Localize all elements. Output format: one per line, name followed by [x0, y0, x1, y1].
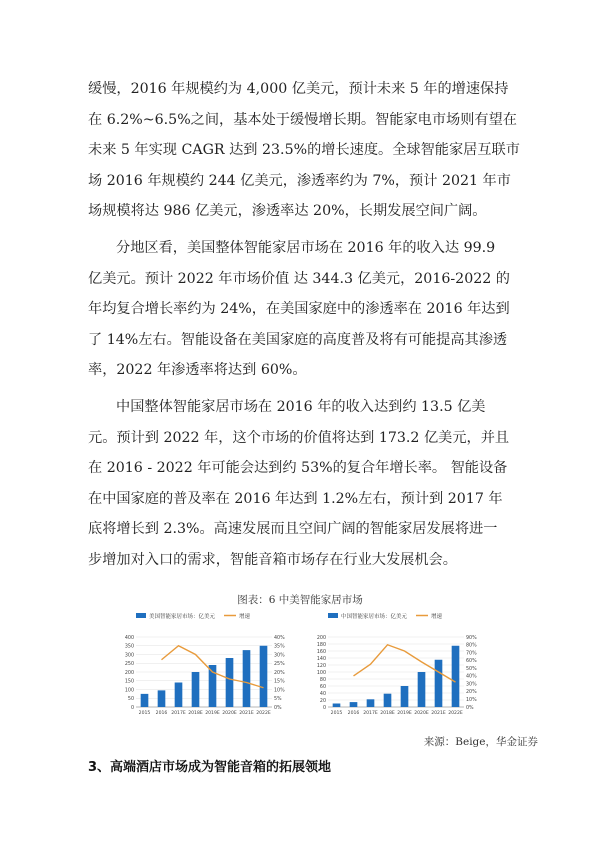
y-left-tick-label: 120	[316, 663, 326, 669]
text-line: 在中国家庭的普及率在 2016 年达到 1.2%左右，预计到 2017 年	[88, 490, 503, 507]
chart-china-svg	[306, 607, 486, 722]
bar	[418, 672, 426, 707]
text-line: 中国整体智能家居市场在 2016 年的收入达到约 13.5 亿美	[116, 399, 486, 415]
y-right-tick-label: 80%	[466, 643, 477, 649]
bar	[367, 699, 375, 707]
legend-bar-label: 中国智能家居市场：亿美元	[341, 614, 408, 620]
text-line: 场规模将达 986 亿美元，渗透率达 20%，长期发展空间广阔。	[88, 203, 487, 220]
y-right-tick-label: 50%	[466, 666, 477, 672]
y-left-tick-label: 180	[316, 642, 326, 648]
y-left-tick-label: 80	[319, 677, 326, 683]
text-line: 底将增长到 2.3%。高速发展而且空间广阔的智能家居发展将进一	[88, 521, 498, 538]
y-right-tick-label: 0%	[466, 705, 474, 711]
bar	[175, 683, 183, 708]
text-line: 元。预计到 2022 年，这个市场的价值将达到 173.2 亿美元，并且	[88, 429, 510, 446]
y-left-tick-label: 150	[124, 679, 134, 685]
y-left-tick-label: 160	[316, 649, 326, 655]
y-right-tick-label: 0%	[274, 705, 282, 711]
x-tick-label: 2021E	[431, 711, 446, 716]
y-left-tick-label: 100	[124, 688, 134, 694]
bar	[243, 650, 251, 707]
x-tick-label: 2018E	[380, 711, 395, 716]
bar	[260, 646, 268, 707]
legend-bar-swatch	[136, 613, 146, 618]
y-right-tick-label: 25%	[274, 662, 285, 668]
y-left-tick-label: 20	[319, 698, 326, 704]
bar	[192, 672, 200, 707]
figure-source: 来源：Beige，华金证券	[423, 736, 538, 748]
bar	[452, 646, 460, 707]
text-line: 步增加对入口的需求，智能音箱市场存在行业大发展机会。	[88, 551, 457, 568]
legend-bar-swatch	[328, 613, 338, 618]
text-line: 率，2022 年渗透率将达到 60%。	[88, 362, 307, 379]
y-right-tick-label: 15%	[274, 679, 285, 685]
text-line: 在 2016 - 2022 年可能会达到约 53%的复合年增长率。 智能设备	[88, 460, 508, 477]
text-line: 年均复合增长率约为 24%，在美国家庭中的渗透率在 2016 年达到	[88, 301, 510, 318]
y-right-tick-label: 40%	[274, 635, 285, 641]
x-tick-label: 2021E	[239, 711, 254, 716]
legend-line-label: 增速	[431, 614, 443, 620]
chart-us-smart-home	[114, 607, 294, 722]
paragraph-china-market	[88, 392, 520, 576]
y-left-tick-label: 0	[130, 705, 134, 711]
y-right-tick-label: 10%	[466, 698, 477, 704]
x-tick-label: 2022E	[256, 711, 271, 716]
y-right-tick-label: 30%	[274, 653, 285, 659]
x-tick-label: 2018E	[188, 711, 203, 716]
y-left-tick-label: 60	[319, 684, 326, 690]
x-tick-label: 2016	[155, 711, 168, 716]
x-tick-label: 2020E	[414, 711, 429, 716]
bar	[226, 658, 234, 707]
y-left-tick-label: 200	[124, 670, 134, 676]
text-line: 分地区看，美国整体智能家居市场在 2016 年的收入达 99.9	[116, 240, 496, 256]
y-left-tick-label: 300	[124, 653, 134, 659]
y-right-tick-label: 30%	[466, 682, 477, 688]
x-tick-label: 2017E	[363, 711, 378, 716]
x-tick-label: 2022E	[448, 711, 463, 716]
section-heading: 3、高端酒店市场成为智能音箱的拓展领地	[88, 760, 332, 775]
bar	[401, 686, 409, 707]
x-tick-label: 2017E	[171, 711, 186, 716]
paragraph-us-market	[88, 233, 520, 386]
y-right-tick-label: 20%	[466, 690, 477, 696]
y-right-tick-label: 40%	[466, 674, 477, 680]
y-left-tick-label: 40	[319, 691, 326, 697]
y-left-tick-label: 200	[316, 635, 326, 641]
text-line: 亿美元。预计 2022 年市场价值 达 344.3 亿美元，2016-2022 的	[88, 270, 510, 287]
x-tick-label: 2015	[330, 711, 343, 716]
text-line: 在 6.2%~6.5%之间，基本处于缓慢增长期。智能家电市场则有望在	[88, 111, 517, 128]
x-tick-label: 2019E	[397, 711, 412, 716]
x-tick-label: 2019E	[205, 711, 220, 716]
y-right-tick-label: 5%	[274, 697, 282, 703]
text-line: 场 2016 年规模约 244 亿美元，渗透率约为 7%，预计 2021 年市	[88, 172, 511, 189]
chart-us-svg	[114, 607, 294, 722]
y-left-tick-label: 50	[127, 697, 134, 703]
y-left-tick-label: 250	[124, 662, 134, 668]
bar	[141, 694, 149, 707]
y-right-tick-label: 20%	[274, 670, 285, 676]
text-line: 未来 5 年实现 CAGR 达到 23.5%的增长速度。全球智能家居互联市	[88, 142, 520, 159]
y-left-tick-label: 0	[322, 705, 326, 711]
legend-line-label: 增速	[239, 614, 251, 620]
text-line: 缓慢，2016 年规模约为 4,000 亿美元，预计未来 5 年的增速保持	[88, 81, 509, 97]
y-right-tick-label: 10%	[274, 688, 285, 694]
y-right-tick-label: 70%	[466, 651, 477, 657]
bar	[333, 704, 341, 708]
bar	[384, 694, 392, 707]
y-left-tick-label: 350	[124, 644, 134, 650]
text-line: 了 14%左右。智能设备在美国家庭的高度普及将有可能提高其渗透	[88, 331, 508, 348]
bar	[158, 690, 166, 707]
bar	[350, 702, 358, 707]
figure-caption: 图表：6 中美智能家居市场	[237, 594, 363, 606]
chart-china-smart-home	[306, 607, 486, 722]
y-left-tick-label: 140	[316, 656, 326, 662]
y-right-tick-label: 60%	[466, 659, 477, 665]
legend-bar-label: 美国智能家居市场：亿美元	[149, 614, 216, 620]
paragraph-global-market	[88, 74, 520, 227]
x-tick-label: 2016	[347, 711, 360, 716]
y-right-tick-label: 35%	[274, 644, 285, 650]
x-tick-label: 2020E	[222, 711, 237, 716]
x-tick-label: 2015	[138, 711, 151, 716]
y-left-tick-label: 100	[316, 670, 326, 676]
y-left-tick-label: 400	[124, 635, 134, 641]
y-right-tick-label: 90%	[466, 635, 477, 641]
bar	[435, 660, 443, 707]
